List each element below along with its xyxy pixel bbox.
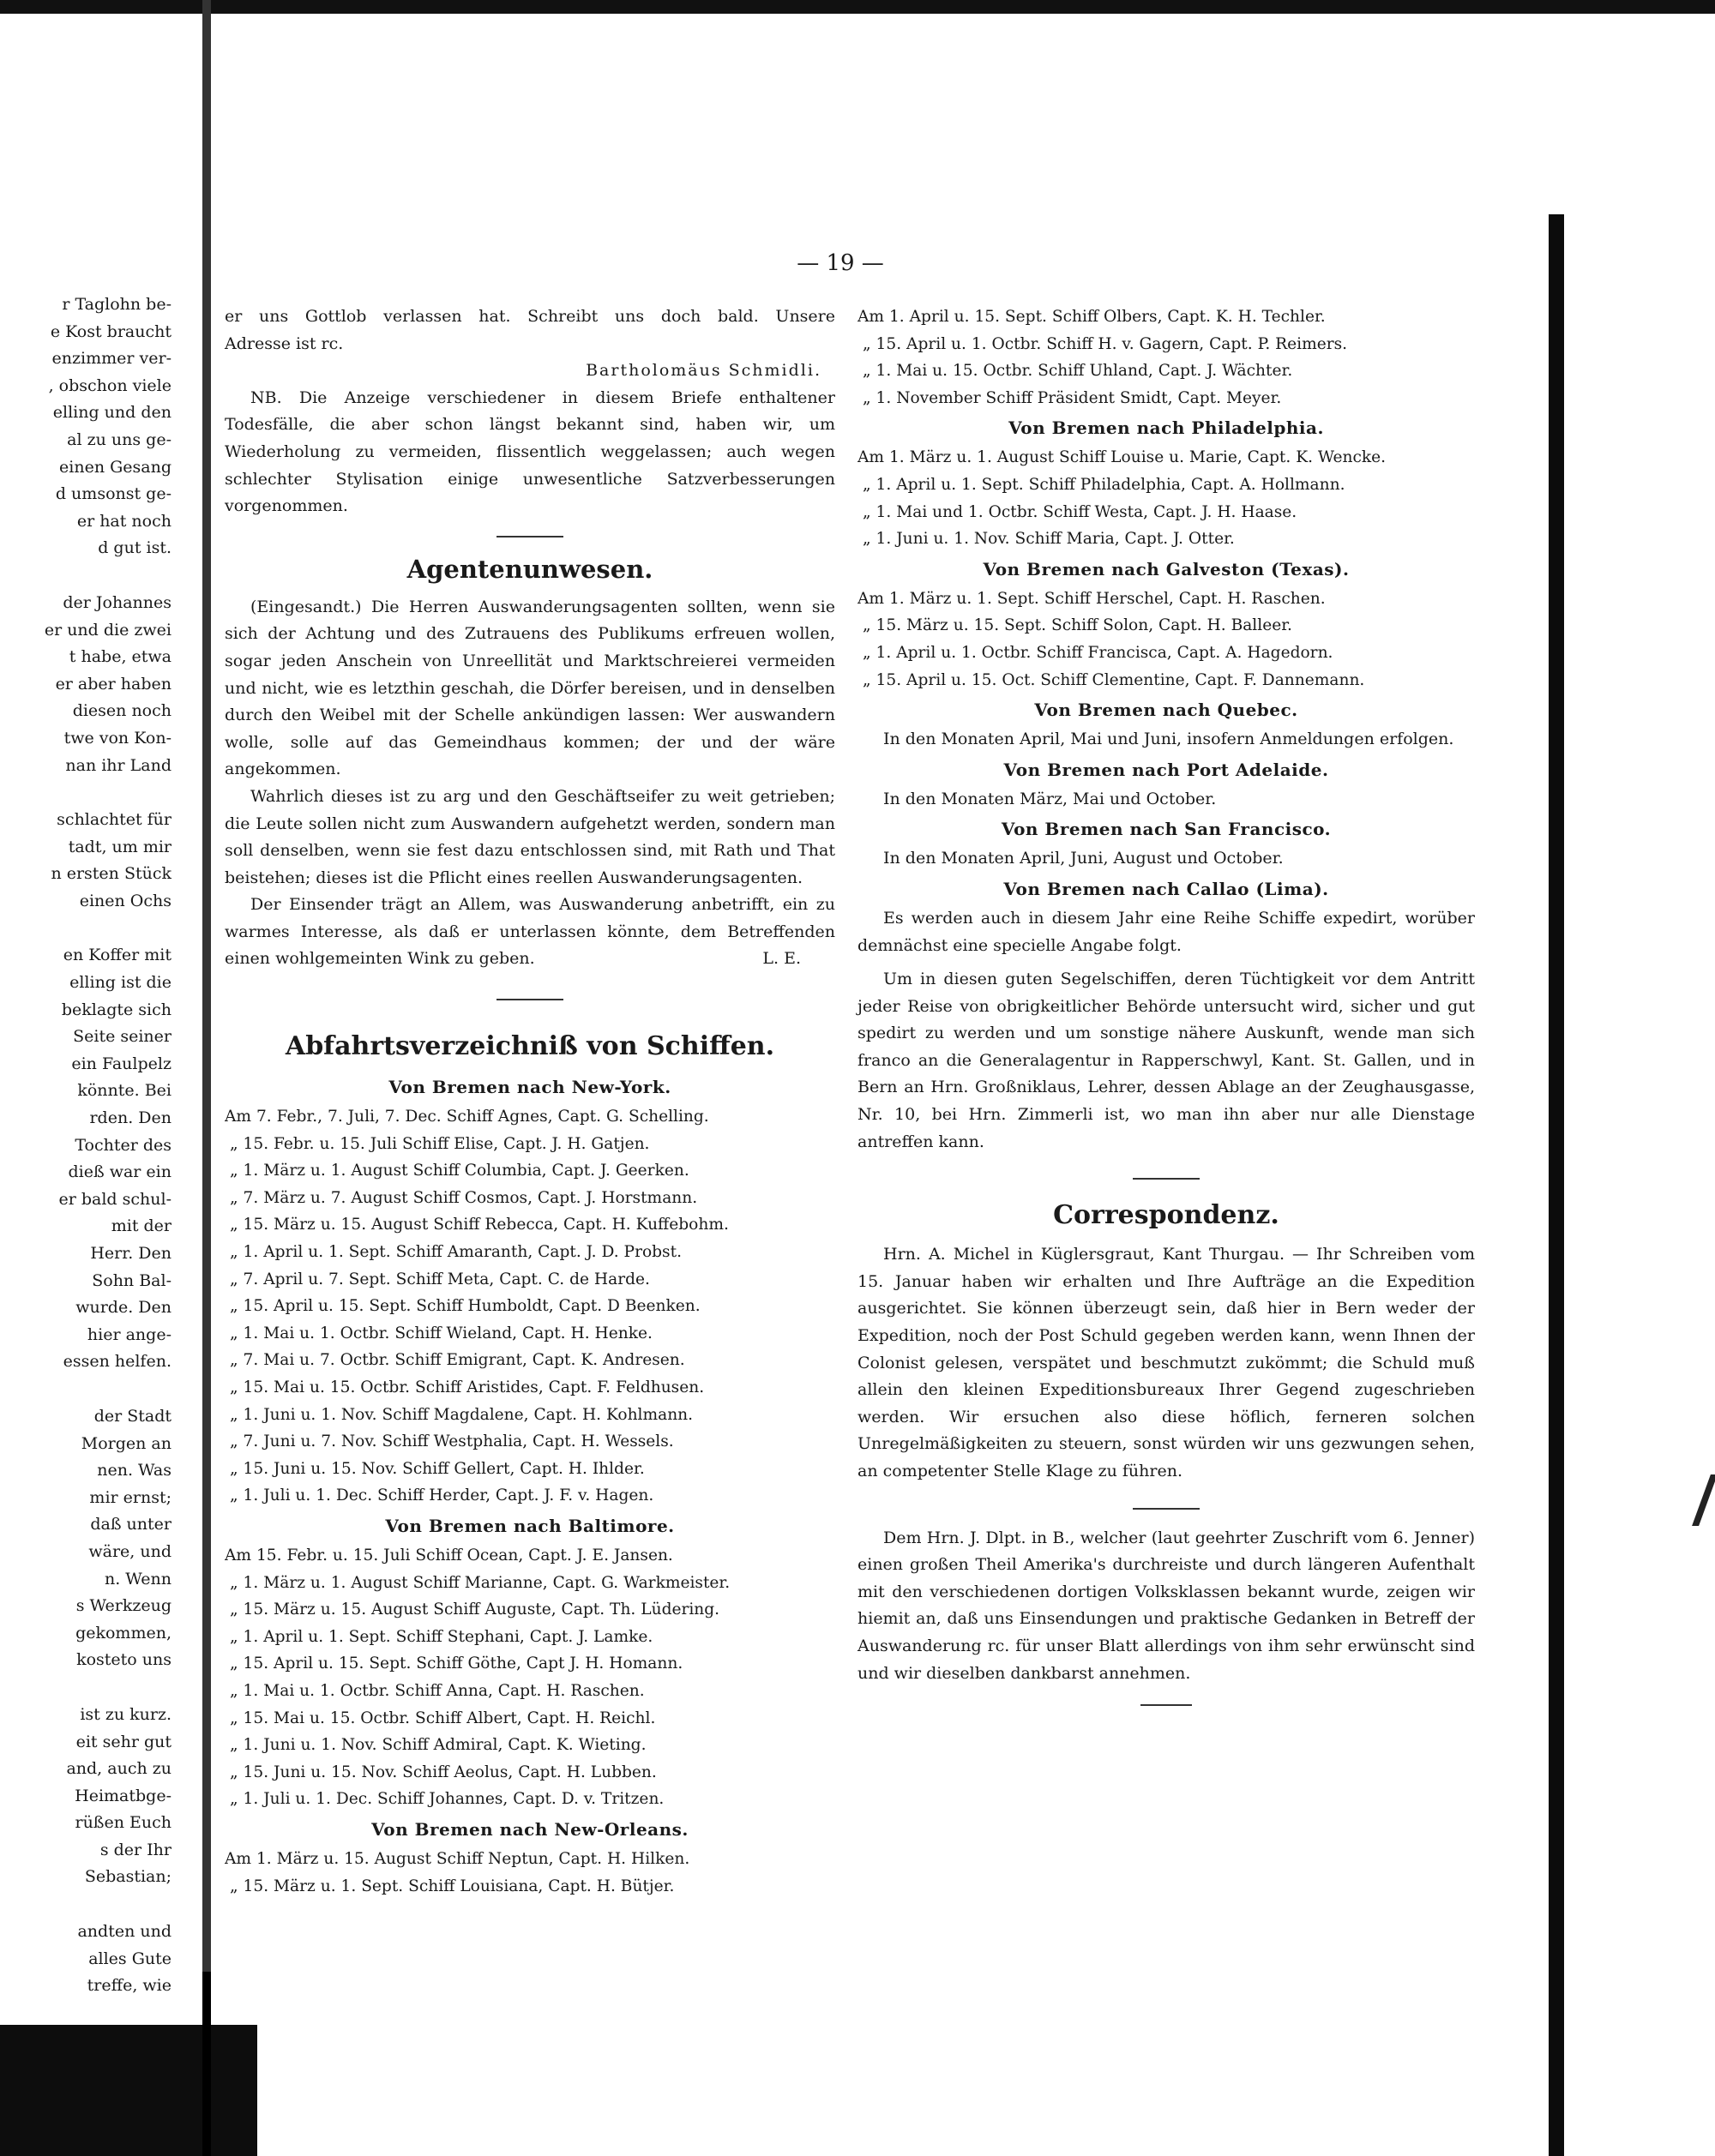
adelaide-text: In den Monaten März, Mai und October. [883, 789, 1217, 808]
fragment-line: schlachtet für [57, 810, 172, 830]
fragment-line: al zu uns ge- [67, 429, 172, 449]
schedule-line: „ 15. März u. 15. August Schiff Auguste, Capt. Th. Lüdering. [230, 1600, 720, 1619]
fragment-gap [0, 779, 172, 807]
fragment-line: beklagte sich [61, 1000, 172, 1019]
fragment-line: wäre, und [88, 1541, 172, 1561]
middle-column [225, 303, 835, 1900]
editor-note: NB. Die Anzeige verschiedener in diesem Briefe enthaltener Todesfälle, die aber schon längst bekannt sind, haben wir, um Wiederholung zu vermeiden, flissentlich weggelassen; auch wegen schlechter Stylisation einige unwesentliche Satzverbesserungen vorgenommen. [225, 387, 835, 516]
scan-mark [1692, 1474, 1715, 1526]
schedule-line: „ 15. Juni u. 15. Nov. Schiff Gellert, Capt. H. Ihlder. [230, 1459, 645, 1478]
new-orleans-schedule-continued [858, 303, 1475, 411]
schedule-line: „ 15. Juni u. 15. Nov. Schiff Aeolus, Capt. H. Lubben. [230, 1763, 657, 1781]
fragment-gap [0, 1891, 172, 1919]
route-heading-baltimore: Von Bremen nach Baltimore. [385, 1515, 675, 1536]
fragment-line: , obschon viele [48, 375, 172, 395]
fragment-line: elling ist die [69, 973, 172, 993]
fragment-line: elling und den [52, 403, 172, 423]
fragment-line: Morgen an [81, 1433, 172, 1453]
fragment-line: er aber haben [55, 674, 172, 694]
schedule-line: „ 7. Mai u. 7. Octbr. Schiff Emigrant, Capt. K. Andresen. [230, 1351, 685, 1370]
agent-paragraph [225, 892, 835, 973]
schedule-line: „ 7. März u. 7. August Schiff Cosmos, Capt. J. Horstmann. [230, 1188, 698, 1207]
schedule-line: „ 1. März u. 1. August Schiff Marianne, Capt. G. Warkmeister. [230, 1573, 731, 1592]
scan-corner-shadow [0, 2025, 257, 2156]
schedule-line: „ 1. Mai u. 1. Octbr. Schiff Anna, Capt. H. Raschen. [230, 1681, 645, 1700]
quebec-text: In den Monaten April, Mai und Juni, insofern Anmeldungen erfolgen. [883, 730, 1454, 749]
route-heading-quebec: Von Bremen nach Quebec. [1034, 700, 1298, 721]
fragment-line: der Stadt [93, 1406, 172, 1426]
correspondence-paragraph: Dem Hrn. J. Dlpt. in B., welcher (laut geehrter Zuschrift vom 6. Jenner) einen großen Theil Amerika's durchreiste und durch längeren Aufenthalt mit den verschiedenen dortigen Volksklassen bekannt wurde, zeigen wir hiemit an, daß uns Einsendungen und praktische Gedanken in Betreff der Auswanderung rc. für unser Blatt allerdings von ihm sehr erwünscht sind und wir dieselben dankbarst annehmen. [858, 1528, 1475, 1683]
schedule-line: „ 15. März u. 15. Sept. Schiff Solon, Capt. H. Balleer. [863, 616, 1292, 635]
schedule-line: „ 1. April u. 1. Sept. Schiff Philadelphia, Capt. A. Hollmann. [863, 475, 1345, 494]
fragment-line: and, auch zu [66, 1759, 172, 1779]
schedule-line: „ 1. März u. 1. August Schiff Columbia, Capt. J. Geerken. [230, 1162, 689, 1180]
schedule-line: Am 15. Febr. u. 15. Juli Schiff Ocean, Capt. J. E. Jansen. [225, 1546, 673, 1564]
divider [1133, 1508, 1200, 1510]
departures-title: Abfahrtsverzeichniß von Schiffen. [285, 1031, 775, 1062]
schedule-line: „ 15. Mai u. 15. Octbr. Schiff Albert, Capt. H. Reichl. [230, 1709, 656, 1727]
schedule-line: „ 1. Juni u. 1. Nov. Schiff Magdalene, Capt. H. Kohlmann. [230, 1405, 694, 1424]
fragment-line: könnte. Bei [77, 1081, 172, 1101]
agent-signature: L. E. [762, 949, 801, 969]
schedule-line: Am 1. März u. 1. August Schiff Louise u. Marie, Capt. K. Wencke. [858, 448, 1387, 467]
schedule-line: „ 15. April u. 1. Octbr. Schiff H. v. Gagern, Capt. P. Reimers. [863, 334, 1348, 353]
fragment-line: andten und [77, 1922, 172, 1942]
fragment-line: gekommen, [75, 1623, 172, 1643]
fragment-line: er hat noch [76, 511, 172, 531]
schedule-line: „ 7. Juni u. 7. Nov. Schiff Westphalia, Capt. H. Wessels. [230, 1432, 674, 1451]
fragment-line: s Werkzeug [75, 1596, 172, 1616]
schedule-line: „ 1. Mai u. 15. Octbr. Schiff Uhland, Capt. J. Wächter. [863, 362, 1293, 381]
agent-paragraph: Wahrlich dieses ist zu arg und den Geschäftseifer zu weit getrieben; die Leute sollen nicht zum Auswandern aufgehetzt werden, sondern man soll denselben, wenn sie fest dazu entschlossen sind, mit Rath und That beistehen; dieses ist die Pflicht eines reellen Auswanderungsagenten. [225, 786, 835, 887]
fragment-line: essen helfen. [63, 1352, 172, 1372]
new-york-schedule [225, 1103, 835, 1510]
page-fold-line [202, 0, 211, 2156]
previous-page-fragment [0, 291, 172, 2000]
route-heading-san-francisco: Von Bremen nach San Francisco. [1001, 819, 1332, 840]
new-orleans-schedule [225, 1846, 835, 1900]
letter-end-line: er uns Gottlob verlassen hat. Schreibt uns doch bald. Unsere [225, 307, 835, 326]
callao-text: Es werden auch in diesem Jahr eine Reihe Schiffe expedirt, worüber demnächst eine specielle Angabe folgt. [858, 908, 1475, 955]
letter-end-line: Adresse ist rc. [225, 333, 344, 353]
schedule-line: Am 7. Febr., 7. Juli, 7. Dec. Schiff Agnes, Capt. G. Schelling. [225, 1108, 709, 1126]
fragment-line: enzimmer ver- [51, 349, 172, 369]
fragment-line: n. Wenn [104, 1569, 172, 1588]
closing-text: Um in diesen guten Segelschiffen, deren Tüchtigkeit vor dem Antritt jeder Reise von obrigkeitlicher Behörde untersucht wird, sicher und gut spedirt zu werden und um sonstige nähere Auskunft, wende man sich franco an die Generalagentur in Rapperschwyl, Kant. St. Gallen, und in Bern an Hrn. Großniklaus, Lehrer, dessen Ablage an der Zeughausgasse, Nr. 10, bei Hrn. Zimmerli ist, wo man ihn aber nur alle Dienstage antreffen kann. [858, 970, 1475, 1151]
right-column [858, 303, 1475, 1721]
scan-fold-shadow [202, 1972, 211, 2156]
fragment-line: wurde. Den [75, 1298, 172, 1318]
agent-paragraph: (Eingesandt.) Die Herren Auswanderungsagenten sollten, wenn sie sich der Achtung und des Zutrauens des Publikums erfreuen wollen, sogar jeden Anschein von Unreellität und Marktschreierei vermeiden und nicht, wie es letzthin geschah, die Dörfer bereisen, und in denselben durch den Weibel mit der Schelle ankündigen lassen: Wer auswandern wolle, solle auf das Gemeindhaus kommen; der und der wäre angekommen. [225, 597, 835, 779]
fragment-line: Tochter des [75, 1135, 172, 1155]
fragment-line: einen Ochs [79, 891, 172, 910]
fragment-line: t habe, etwa [69, 647, 172, 667]
galveston-schedule [858, 586, 1475, 694]
schedule-line: „ 15. April u. 15. Sept. Schiff Göthe, Capt J. H. Homann. [230, 1655, 683, 1673]
fragment-line: Heimatbge- [75, 1786, 172, 1805]
fragment-line: Herr. Den [90, 1244, 172, 1263]
fragment-line: mir ernst; [89, 1487, 172, 1507]
fragment-gap [0, 1376, 172, 1403]
fragment-line: der Johannes [63, 592, 172, 612]
fragment-line: rüßen Euch [75, 1813, 172, 1833]
fragment-line: Sohn Bal- [92, 1270, 172, 1290]
baltimore-schedule [225, 1542, 835, 1813]
schedule-line: „ 1. April u. 1. Sept. Schiff Amaranth, Capt. J. D. Probst. [230, 1243, 682, 1262]
schedule-line: „ 1. Juni u. 1. Nov. Schiff Maria, Capt. J. Otter. [863, 530, 1235, 549]
divider [496, 999, 563, 1000]
fragment-line: rden. Den [89, 1108, 172, 1128]
fragment-line: diesen noch [72, 701, 172, 721]
schedule-line: „ 1. April u. 1. Octbr. Schiff Francisca, Capt. A. Hagedorn. [863, 643, 1333, 662]
fragment-line: twe von Kon- [63, 728, 172, 748]
fragment-line: en Koffer mit [63, 946, 172, 965]
route-heading-new-orleans: Von Bremen nach New-Orleans. [371, 1818, 689, 1840]
fragment-line: daß unter [90, 1515, 172, 1534]
fragment-line: er bald schul- [58, 1189, 172, 1209]
fragment-line: r Taglohn be- [62, 295, 172, 314]
divider [1140, 1704, 1192, 1706]
san-francisco-text: In den Monaten April, Juni, August und October. [883, 849, 1284, 868]
schedule-line: Am 1. März u. 15. August Schiff Neptun, Capt. H. Hilken. [225, 1849, 690, 1868]
route-heading-new-york: Von Bremen nach New-York. [388, 1077, 671, 1098]
schedule-line: „ 15. Mai u. 15. Octbr. Schiff Aristides, Capt. F. Feldhusen. [230, 1378, 705, 1396]
fragment-line: s der Ihr [99, 1840, 172, 1859]
fragment-line: tadt, um mir [68, 837, 172, 856]
fragment-line: d gut ist. [98, 538, 172, 558]
correspondence-title: Correspondenz. [1053, 1200, 1279, 1231]
philadelphia-schedule [858, 444, 1475, 552]
fragment-gap [0, 1674, 172, 1702]
schedule-line: „ 15. April u. 15. Oct. Schiff Clementine, Capt. F. Dannemann. [863, 670, 1365, 689]
divider [1133, 1178, 1200, 1180]
schedule-line: „ 1. Juli u. 1. Dec. Schiff Herder, Capt. J. F. v. Hagen. [230, 1486, 654, 1505]
fragment-line: einen Gesang [59, 457, 172, 477]
fragment-line: kosteto uns [76, 1650, 172, 1670]
fragment-line: nen. Was [97, 1461, 172, 1480]
fragment-line: treffe, wie [87, 1976, 172, 1996]
fragment-gap [0, 915, 172, 942]
fragment-line: n ersten Stück [51, 864, 172, 884]
fragment-line: hier ange- [87, 1324, 172, 1344]
schedule-line: „ 1. Juli u. 1. Dec. Schiff Johannes, Capt. D. v. Tritzen. [230, 1790, 665, 1809]
schedule-line: „ 15. März u. 15. August Schiff Rebecca, Capt. H. Kuffebohm. [230, 1216, 729, 1234]
fragment-line: e Kost braucht [50, 321, 172, 341]
divider [496, 536, 563, 537]
fragment-line: dieß war ein [68, 1162, 172, 1182]
agent-paragraph-text: Der Einsender trägt an Allem, was Auswanderung anbetrifft, ein zu warmes Interesse, als daß er unterlassen könnte, dem Betreffenden einen wohlgemeinten Wink zu geben. [225, 895, 835, 969]
fragment-line: eit sehr gut [75, 1732, 172, 1751]
schedule-line: „ 1. Mai und 1. Octbr. Schiff Westa, Capt. J. H. Haase. [863, 502, 1297, 521]
fragment-line: er und die zwei [44, 620, 172, 640]
schedule-line: „ 15. Febr. u. 15. Juli Schiff Elise, Capt. J. H. Gatjen. [230, 1134, 650, 1153]
schedule-line: „ 1. Mai u. 1. Octbr. Schiff Wieland, Capt. H. Henke. [230, 1324, 653, 1342]
schedule-line: „ 1. November Schiff Präsident Smidt, Capt. Meyer. [863, 388, 1282, 407]
fragment-line: alles Gute [88, 1949, 172, 1968]
fragment-line: Seite seiner [73, 1027, 172, 1047]
letter-signature: Bartholomäus Schmidli. [586, 361, 821, 381]
schedule-line: Am 1. März u. 1. Sept. Schiff Herschel, Capt. H. Raschen. [858, 589, 1326, 608]
scan-right-edge [1549, 214, 1564, 2156]
fragment-line: Sebastian; [84, 1867, 172, 1887]
route-heading-callao: Von Bremen nach Callao (Lima). [1003, 878, 1329, 899]
fragment-line: d umsonst ge- [55, 484, 172, 504]
schedule-line: Am 1. April u. 15. Sept. Schiff Olbers, Capt. K. H. Techler. [858, 308, 1326, 326]
schedule-line: „ 1. Juni u. 1. Nov. Schiff Admiral, Capt. K. Wieting. [230, 1736, 647, 1755]
fragment-line: nan ihr Land [65, 755, 172, 775]
schedule-line: „ 15. April u. 15. Sept. Schiff Humboldt, Capt. D Beenken. [230, 1297, 701, 1316]
schedule-line: „ 15. März u. 1. Sept. Schiff Louisiana, Capt. H. Bütjer. [230, 1877, 675, 1895]
correspondence-paragraph: Hrn. A. Michel in Küglersgraut, Kant Thurgau. — Ihr Schreiben vom 15. Januar haben wir erhalten und Ihre Aufträge an die Expedition ausgerichtet. Sie können überzeugt sein, daß hier in Bern weder der Expedition, noch der Post Schuld gegeben werden kann, wenn Ihnen der Colonist gelesen, verspätet und beschmutzt zukömmt; die Schuld muß allein den kleinen Expeditionsbureaux Ihrer Gegend zugeschrieben werden. Wir ersuchen also diese höflich, ferneren solchen Unregelmäßigkeiten zu steuern, sonst würden wir uns gezwungen sehen, an competenter Stelle Klage zu führen. [858, 1245, 1475, 1480]
page-number: — 19 — [797, 250, 884, 276]
schedule-line: „ 7. April u. 7. Sept. Schiff Meta, Capt. C. de Harde. [230, 1270, 650, 1288]
scan-top-border [0, 0, 1715, 14]
fragment-line: mit der [111, 1216, 172, 1236]
route-heading-philadelphia: Von Bremen nach Philadelphia. [1008, 417, 1324, 439]
fragment-line: ist zu kurz. [80, 1704, 172, 1724]
fragment-line: ein Faulpelz [71, 1054, 172, 1073]
schedule-line: „ 1. April u. 1. Sept. Schiff Stephani, Capt. J. Lamke. [230, 1627, 653, 1646]
route-heading-galveston: Von Bremen nach Galveston (Texas). [983, 558, 1350, 580]
agent-section-title: Agentenunwesen. [406, 554, 653, 584]
fragment-gap [0, 562, 172, 590]
route-heading-adelaide: Von Bremen nach Port Adelaide. [1003, 759, 1329, 780]
